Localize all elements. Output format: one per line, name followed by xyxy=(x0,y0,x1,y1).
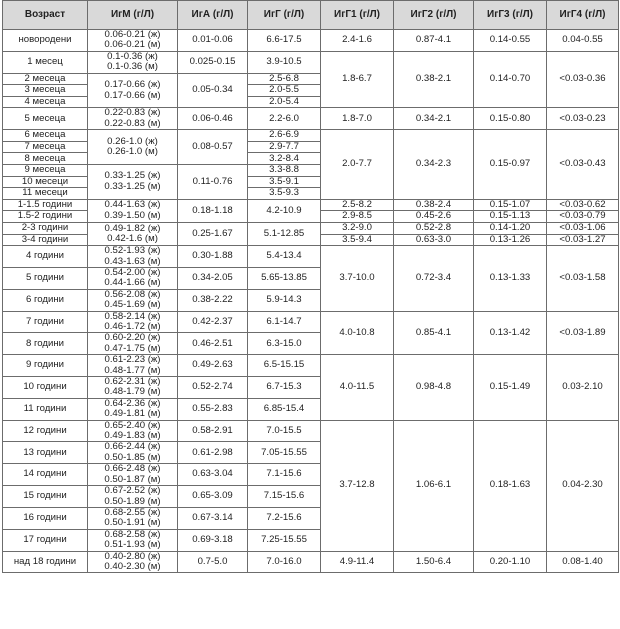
header-igm: ИгМ (г/Л) xyxy=(88,1,178,30)
age-cell: 3 месеца xyxy=(3,85,88,97)
igg4-cell: <0.03-1.27 xyxy=(547,234,619,246)
igg3-cell: 0.18-1.63 xyxy=(474,420,547,551)
igg4-cell: <0.03-0.23 xyxy=(547,108,619,130)
igg3-cell: 0.20-1.10 xyxy=(474,551,547,573)
iga-cell: 0.42-2.37 xyxy=(178,311,248,333)
age-cell: 11 месеци xyxy=(3,188,88,200)
table-row xyxy=(3,199,619,211)
iga-cell: 0.55-2.83 xyxy=(178,398,248,420)
igg4-cell: <0.03-1.89 xyxy=(547,311,619,355)
igg-cell: 2.0-5.4 xyxy=(248,96,321,108)
igm-cell: 0.66-2.44 (ж) 0.50-1.85 (м) xyxy=(88,442,178,464)
age-cell: 1 месец xyxy=(3,51,88,73)
age-cell: 15 години xyxy=(3,486,88,508)
igg2-cell: 1.50-6.4 xyxy=(394,551,474,573)
igg2-cell: 0.38-2.4 xyxy=(394,199,474,211)
iga-cell: 0.63-3.04 xyxy=(178,464,248,486)
iga-cell: 0.25-1.67 xyxy=(178,222,248,245)
igg1-cell: 1.8-6.7 xyxy=(321,51,394,108)
iga-cell: 0.49-2.63 xyxy=(178,355,248,377)
header-age: Возраст xyxy=(3,1,88,30)
igg3-cell: 0.15-0.97 xyxy=(474,130,547,200)
age-cell: 7 месеца xyxy=(3,141,88,153)
age-cell: 5 месеца xyxy=(3,108,88,130)
igg3-cell: 0.13-1.33 xyxy=(474,246,547,311)
age-cell: 12 години xyxy=(3,420,88,442)
igg3-cell: 0.14-0.55 xyxy=(474,30,547,52)
header-iga: ИгА (г/Л) xyxy=(178,1,248,30)
igg-cell: 2.9-7.7 xyxy=(248,141,321,153)
igm-cell: 0.67-2.52 (ж) 0.50-1.89 (м) xyxy=(88,486,178,508)
igg-cell: 2.2-6.0 xyxy=(248,108,321,130)
iga-cell: 0.025-0.15 xyxy=(178,51,248,73)
age-cell: 14 години xyxy=(3,464,88,486)
igm-cell: 0.66-2.48 (ж) 0.50-1.87 (м) xyxy=(88,464,178,486)
igm-cell: 0.26-1.0 (ж) 0.26-1.0 (м) xyxy=(88,130,178,165)
iga-cell: 0.38-2.22 xyxy=(178,289,248,311)
age-cell: 1.5-2 години xyxy=(3,211,88,223)
igg1-cell: 2.0-7.7 xyxy=(321,130,394,200)
igg3-cell: 0.13-1.26 xyxy=(474,234,547,246)
age-cell: 10 години xyxy=(3,377,88,399)
igg2-cell: 0.34-2.1 xyxy=(394,108,474,130)
igg-cell: 3.9-10.5 xyxy=(248,51,321,73)
iga-cell: 0.34-2.05 xyxy=(178,267,248,289)
age-cell: 11 години xyxy=(3,398,88,420)
igm-cell: 0.65-2.40 (ж) 0.49-1.83 (м) xyxy=(88,420,178,442)
igm-cell: 0.33-1.25 (ж) 0.33-1.25 (м) xyxy=(88,165,178,200)
iga-cell: 0.06-0.46 xyxy=(178,108,248,130)
age-cell: 7 години xyxy=(3,311,88,333)
iga-cell: 0.58-2.91 xyxy=(178,420,248,442)
igg-cell: 5.9-14.3 xyxy=(248,289,321,311)
igg1-cell: 1.8-7.0 xyxy=(321,108,394,130)
igg4-cell: 0.03-2.10 xyxy=(547,355,619,420)
igm-cell: 0.62-2.31 (ж) 0.48-1.79 (м) xyxy=(88,377,178,399)
age-cell: 6 месеца xyxy=(3,130,88,142)
igg-cell: 7.25-15.55 xyxy=(248,529,321,551)
igg3-cell: 0.13-1.42 xyxy=(474,311,547,355)
igg2-cell: 0.63-3.0 xyxy=(394,234,474,246)
iga-cell: 0.65-3.09 xyxy=(178,486,248,508)
igg1-cell: 3.7-10.0 xyxy=(321,246,394,311)
igg2-cell: 0.45-2.6 xyxy=(394,211,474,223)
age-cell: 2-3 години xyxy=(3,222,88,234)
iga-cell: 0.30-1.88 xyxy=(178,246,248,268)
igm-cell: 0.40-2.80 (ж) 0.40-2.30 (м) xyxy=(88,551,178,573)
igm-cell: 0.58-2.14 (ж) 0.46-1.72 (м) xyxy=(88,311,178,333)
igg2-cell: 0.72-3.4 xyxy=(394,246,474,311)
igm-cell: 0.54-2.00 (ж) 0.44-1.66 (м) xyxy=(88,267,178,289)
age-cell: 8 месеца xyxy=(3,153,88,165)
age-cell: 16 години xyxy=(3,507,88,529)
igg4-cell: <0.03-0.36 xyxy=(547,51,619,108)
igg3-cell: 0.15-0.80 xyxy=(474,108,547,130)
igg-cell: 3.3-8.8 xyxy=(248,165,321,177)
age-cell: 17 години xyxy=(3,529,88,551)
iga-cell: 0.69-3.18 xyxy=(178,529,248,551)
age-cell: 3-4 години xyxy=(3,234,88,246)
igg1-cell: 4.0-11.5 xyxy=(321,355,394,420)
igm-cell: 0.68-2.58 (ж) 0.51-1.93 (м) xyxy=(88,529,178,551)
igg-cell: 3.2-8.4 xyxy=(248,153,321,165)
header-igg1: ИгГ1 (г/Л) xyxy=(321,1,394,30)
iga-cell: 0.05-0.34 xyxy=(178,73,248,108)
igg4-cell: <0.03-1.58 xyxy=(547,246,619,311)
table-row xyxy=(3,222,619,234)
igg2-cell: 0.85-4.1 xyxy=(394,311,474,355)
igm-cell: 0.1-0.36 (ж) 0.1-0.36 (м) xyxy=(88,51,178,73)
igg-cell: 7.0-15.5 xyxy=(248,420,321,442)
igg-cell: 5.65-13.85 xyxy=(248,267,321,289)
header-igg3: ИгГ3 (г/Л) xyxy=(474,1,547,30)
igm-cell: 0.22-0.83 (ж) 0.22-0.83 (м) xyxy=(88,108,178,130)
igg-cell: 2.0-5.5 xyxy=(248,85,321,97)
igg4-cell: <0.03-1.06 xyxy=(547,222,619,234)
age-cell: 13 години xyxy=(3,442,88,464)
igm-cell: 0.52-1.93 (ж) 0.43-1.63 (м) xyxy=(88,246,178,268)
header-igg2: ИгГ2 (г/Л) xyxy=(394,1,474,30)
age-cell: 9 месеца xyxy=(3,165,88,177)
igg-cell: 6.6-17.5 xyxy=(248,30,321,52)
age-cell: 6 години xyxy=(3,289,88,311)
igg-cell: 6.3-15.0 xyxy=(248,333,321,355)
igg-cell: 7.2-15.6 xyxy=(248,507,321,529)
igg-cell: 3.5-9.3 xyxy=(248,188,321,200)
igg4-cell: <0.03-0.43 xyxy=(547,130,619,200)
iga-cell: 0.11-0.76 xyxy=(178,165,248,200)
age-cell: 10 месеци xyxy=(3,176,88,188)
iga-cell: 0.67-3.14 xyxy=(178,507,248,529)
igg3-cell: 0.15-1.13 xyxy=(474,211,547,223)
age-cell: 1-1.5 години xyxy=(3,199,88,211)
igg1-cell: 3.5-9.4 xyxy=(321,234,394,246)
igg-cell: 7.05-15.55 xyxy=(248,442,321,464)
igm-cell: 0.17-0.66 (ж) 0.17-0.66 (м) xyxy=(88,73,178,108)
igg4-cell: 0.04-2.30 xyxy=(547,420,619,551)
age-cell: 4 години xyxy=(3,246,88,268)
igg1-cell: 2.4-1.6 xyxy=(321,30,394,52)
igm-cell: 0.06-0.21 (ж) 0.06-0.21 (м) xyxy=(88,30,178,52)
igm-cell: 0.61-2.23 (ж) 0.48-1.77 (м) xyxy=(88,355,178,377)
igg-cell: 2.5-6.8 xyxy=(248,73,321,85)
igm-cell: 0.49-1.82 (ж) 0.42-1.6 (м) xyxy=(88,222,178,245)
igg3-cell: 0.14-0.70 xyxy=(474,51,547,108)
igg1-cell: 2.9-8.5 xyxy=(321,211,394,223)
igg1-cell: 3.7-12.8 xyxy=(321,420,394,551)
iga-cell: 0.7-5.0 xyxy=(178,551,248,573)
igg-cell: 6.5-15.15 xyxy=(248,355,321,377)
iga-cell: 0.01-0.06 xyxy=(178,30,248,52)
igg2-cell: 0.52-2.8 xyxy=(394,222,474,234)
igm-cell: 0.56-2.08 (ж) 0.45-1.69 (м) xyxy=(88,289,178,311)
iga-cell: 0.52-2.74 xyxy=(178,377,248,399)
age-cell: над 18 години xyxy=(3,551,88,573)
igg-cell: 2.6-6.9 xyxy=(248,130,321,142)
igg1-cell: 4.9-11.4 xyxy=(321,551,394,573)
igg-cell: 3.5-9.1 xyxy=(248,176,321,188)
igg4-cell: <0.03-0.79 xyxy=(547,211,619,223)
igg3-cell: 0.15-1.49 xyxy=(474,355,547,420)
igg-cell: 5.4-13.4 xyxy=(248,246,321,268)
table-row xyxy=(3,130,619,142)
igg-cell: 5.1-12.85 xyxy=(248,222,321,245)
igg2-cell: 0.87-4.1 xyxy=(394,30,474,52)
igg4-cell: 0.04-0.55 xyxy=(547,30,619,52)
header-igg: ИгГ (г/Л) xyxy=(248,1,321,30)
igg-cell: 4.2-10.9 xyxy=(248,199,321,222)
iga-cell: 0.46-2.51 xyxy=(178,333,248,355)
header-row xyxy=(3,1,619,30)
igg1-cell: 3.2-9.0 xyxy=(321,222,394,234)
igg-cell: 6.7-15.3 xyxy=(248,377,321,399)
igg1-cell: 2.5-8.2 xyxy=(321,199,394,211)
igg4-cell: <0.03-0.62 xyxy=(547,199,619,211)
igg4-cell: 0.08-1.40 xyxy=(547,551,619,573)
age-cell: 9 години xyxy=(3,355,88,377)
igg-cell: 7.15-15.6 xyxy=(248,486,321,508)
immunoglobulin-table xyxy=(2,0,619,573)
igg-cell: 7.0-16.0 xyxy=(248,551,321,573)
age-cell: 5 години xyxy=(3,267,88,289)
igm-cell: 0.68-2.55 (ж) 0.50-1.91 (м) xyxy=(88,507,178,529)
iga-cell: 0.61-2.98 xyxy=(178,442,248,464)
igg2-cell: 0.34-2.3 xyxy=(394,130,474,200)
igg3-cell: 0.15-1.07 xyxy=(474,199,547,211)
iga-cell: 0.18-1.18 xyxy=(178,199,248,222)
igg-cell: 6.85-15.4 xyxy=(248,398,321,420)
age-cell: 4 месеца xyxy=(3,96,88,108)
igg2-cell: 1.06-6.1 xyxy=(394,420,474,551)
igm-cell: 0.44-1.63 (ж) 0.39-1.50 (м) xyxy=(88,199,178,222)
igg-cell: 6.1-14.7 xyxy=(248,311,321,333)
igm-cell: 0.60-2.20 (ж) 0.47-1.75 (м) xyxy=(88,333,178,355)
age-cell: 2 месеца xyxy=(3,73,88,85)
age-cell: 8 години xyxy=(3,333,88,355)
igg2-cell: 0.98-4.8 xyxy=(394,355,474,420)
igg3-cell: 0.14-1.20 xyxy=(474,222,547,234)
igg2-cell: 0.38-2.1 xyxy=(394,51,474,108)
igg1-cell: 4.0-10.8 xyxy=(321,311,394,355)
age-cell: новородени xyxy=(3,30,88,52)
iga-cell: 0.08-0.57 xyxy=(178,130,248,165)
igm-cell: 0.64-2.36 (ж) 0.49-1.81 (м) xyxy=(88,398,178,420)
header-igg4: ИгГ4 (г/Л) xyxy=(547,1,619,30)
igg-cell: 7.1-15.6 xyxy=(248,464,321,486)
